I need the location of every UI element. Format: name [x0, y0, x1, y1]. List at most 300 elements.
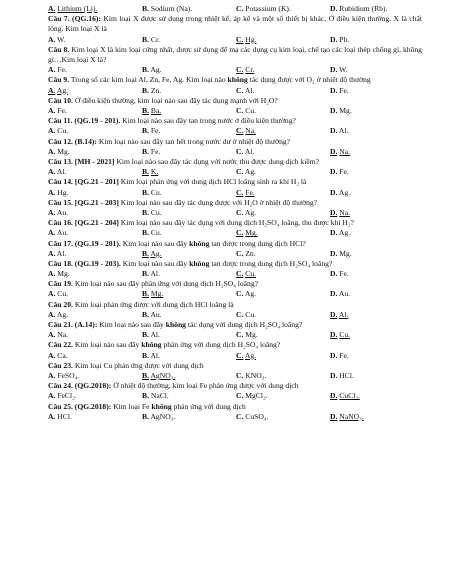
option-b — [142, 126, 236, 136]
option-text: Mg. — [150, 289, 164, 299]
option-text: Ag. — [150, 248, 162, 258]
option-letter: D. — [330, 228, 338, 238]
option-text: Cr. — [150, 34, 160, 44]
option-text: Fe. — [339, 167, 349, 177]
question-text: Kim loại nào sau đây phản ứng với dung dịch H₂SO₄ loãng? — [74, 279, 259, 289]
option-text: Al. — [150, 330, 160, 340]
option-a — [48, 208, 142, 218]
option-d — [330, 35, 424, 45]
option-text: NaCl. — [150, 391, 169, 401]
option-letter: B. — [142, 105, 149, 115]
option-d — [330, 65, 424, 75]
answer-options — [48, 147, 422, 157]
option-d — [330, 249, 424, 259]
option-a — [48, 86, 142, 96]
option-c — [236, 106, 330, 116]
question-stem — [48, 320, 422, 330]
option-b — [142, 188, 236, 198]
option-c — [236, 126, 330, 136]
option-a — [48, 330, 142, 340]
option-b — [142, 310, 236, 320]
option-text: Mg. — [339, 105, 352, 115]
question-text: Kim loại nào sau đây tác dụng với nước thu được dung dịch kiềm? — [116, 156, 320, 166]
question-label: Câu 25. (QG.2018): — [48, 401, 112, 411]
option-letter: B. — [142, 371, 149, 381]
option-letter: B. — [142, 350, 149, 360]
question-stem — [48, 157, 422, 167]
answer-options — [48, 208, 422, 218]
option-letter: D. — [330, 105, 338, 115]
question-text: Kim loại nào sau đây tác dụng được với H₂O ở nhiệt độ thường? — [120, 197, 318, 207]
question-label: Câu 11. (QG.19 - 201). — [48, 116, 121, 126]
question-label: Câu 17. (QG.19 - 201). — [48, 238, 121, 248]
option-text: Al. — [244, 85, 255, 95]
option-text: KNO₃. — [245, 371, 267, 381]
option-text: Fe. — [57, 65, 67, 75]
answer-options — [48, 351, 422, 361]
option-letter: B. — [142, 411, 149, 421]
option-text: Mg. — [57, 146, 70, 156]
answer-options — [48, 391, 422, 401]
option-letter: D. — [330, 187, 338, 197]
option-a — [48, 65, 142, 75]
option-letter: D. — [330, 167, 338, 177]
option-letter: C. — [236, 85, 244, 95]
option-c — [236, 371, 330, 381]
answer-options — [48, 35, 422, 45]
option-letter: A. — [48, 269, 56, 279]
option-text: Al. — [150, 350, 160, 360]
option-letter: D. — [330, 4, 338, 13]
option-d — [330, 86, 424, 96]
option-text: Cu. — [245, 105, 257, 115]
option-text: W. — [57, 34, 66, 44]
option-a — [48, 167, 142, 177]
option-text: NaNO₃. — [339, 411, 364, 421]
option-text: Mg. — [339, 248, 352, 258]
option-text: Au. — [56, 228, 69, 238]
question-text: Ở điều kiện thường, kim loại nào sau đây tác dụng mạnh với H₂O? — [74, 95, 278, 105]
option-text: Lithium (Li). — [57, 4, 98, 13]
option-text: Na. — [57, 330, 69, 340]
question-text: Kim loại nào sau đây tan hết trong nước dư ở nhiệt độ thường? — [98, 136, 291, 146]
question-text: Kim loại nào sau đây tác dụng với dung dịch H₂SO₄ loãng, thu được khí H₂? — [120, 218, 354, 228]
option-a — [48, 391, 142, 401]
question-label: Câu 24. (QG.2018): — [48, 381, 112, 391]
question-stem — [48, 300, 422, 310]
option-text: Cu. — [150, 187, 162, 197]
option-letter: D. — [330, 207, 338, 217]
question-label: Câu 20. — [48, 299, 73, 309]
question-block — [48, 116, 422, 136]
question-emphasis: không — [141, 340, 162, 350]
option-text: Zn. — [150, 85, 162, 95]
question-label: Câu 15. [QG.21 - 203] — [48, 197, 119, 207]
question-block — [48, 300, 422, 320]
question-stem — [48, 14, 422, 34]
option-text: Potassium (K). — [245, 4, 291, 13]
option-b — [142, 147, 236, 157]
answer-options — [48, 249, 422, 259]
option-c — [236, 330, 330, 340]
option-text: Al. — [338, 309, 349, 319]
option-b — [142, 208, 236, 218]
option-letter: A. — [48, 248, 56, 258]
question-block — [48, 157, 422, 177]
option-letter: C. — [236, 269, 244, 279]
option-letter: B. — [142, 146, 149, 156]
question-block — [48, 198, 422, 218]
option-letter: B. — [142, 228, 149, 238]
option-d — [330, 4, 424, 14]
question-text: phản ứng với dung dịch — [173, 401, 246, 411]
option-c — [236, 4, 330, 14]
option-d — [330, 412, 424, 422]
option-letter: B. — [142, 391, 149, 401]
option-a — [48, 371, 142, 381]
question-text: Kim loại X được sử dụng trong nhiệt kế, áp kế và một số thiết bị khác. Ở điều kiện thường, X là chất lỏng. Kim loại X là — [48, 14, 422, 34]
option-b — [142, 249, 236, 259]
option-b — [142, 65, 236, 75]
option-c — [236, 35, 330, 45]
question-label: Câu 18. (QG.19 - 203). — [48, 258, 121, 268]
option-text: Al. — [56, 248, 67, 258]
option-a — [48, 106, 142, 116]
option-letter: A. — [48, 105, 56, 115]
option-a — [48, 147, 142, 157]
option-c — [236, 147, 330, 157]
question-block — [48, 402, 422, 422]
option-text: Ag. — [56, 309, 69, 319]
option-d — [330, 391, 424, 401]
option-text: Hg. — [57, 187, 69, 197]
answer-options — [48, 126, 422, 136]
question-block — [48, 259, 422, 279]
option-b — [142, 351, 236, 361]
option-letter: D. — [330, 65, 338, 75]
option-b — [142, 167, 236, 177]
option-letter: B. — [142, 167, 149, 177]
question-6-options — [48, 4, 422, 14]
option-text: Au. — [338, 289, 351, 299]
option-d — [330, 269, 424, 279]
option-b — [142, 106, 236, 116]
option-text: Al. — [150, 269, 160, 279]
option-a — [48, 269, 142, 279]
option-letter: C. — [236, 167, 244, 177]
question-block — [48, 279, 422, 299]
option-b — [142, 289, 236, 299]
option-letter: A. — [48, 4, 56, 13]
option-letter: A. — [48, 85, 56, 95]
option-d — [330, 351, 424, 361]
option-b — [142, 86, 236, 96]
question-label: Câu 12. (B.14): — [48, 136, 97, 146]
option-letter: D. — [330, 126, 338, 136]
option-d — [330, 228, 424, 238]
option-letter: A. — [48, 65, 56, 75]
question-emphasis: không — [189, 258, 210, 268]
option-d — [330, 208, 424, 218]
option-a — [48, 351, 142, 361]
option-text: Ca. — [57, 350, 68, 360]
option-c — [236, 228, 330, 238]
question-stem — [48, 177, 422, 187]
option-letter: B. — [142, 289, 149, 299]
question-block — [48, 14, 422, 45]
option-letter: D. — [330, 85, 338, 95]
option-text: Au. — [56, 207, 69, 217]
option-letter: A. — [48, 391, 56, 401]
option-text: Cu. — [245, 309, 257, 319]
question-label: Câu 21. (A.14): — [48, 320, 98, 330]
option-text: Hg. — [245, 34, 257, 44]
option-a — [48, 310, 142, 320]
option-text: Al. — [338, 126, 349, 136]
option-letter: B. — [142, 85, 149, 95]
answer-options — [48, 310, 422, 320]
option-text: Mg. — [245, 330, 258, 340]
option-text: Al. — [56, 167, 67, 177]
question-label: Câu 13. [MH - 2021] — [48, 156, 115, 166]
option-letter: A. — [48, 350, 56, 360]
option-letter: D. — [330, 411, 338, 421]
option-a — [48, 249, 142, 259]
option-text: Fe. — [57, 105, 67, 115]
option-letter: C. — [236, 105, 244, 115]
question-block — [48, 75, 422, 95]
option-text: Fe. — [150, 146, 161, 156]
option-c — [236, 167, 330, 177]
question-emphasis: không — [227, 75, 248, 85]
question-text: Kim loại phản ứng với dung dịch HCl loãng sinh ra khí H₂ là — [120, 177, 307, 187]
question-block — [48, 320, 422, 340]
answer-options — [48, 188, 422, 198]
question-text-before: Trong số các kim loại Al, Zn, Fe, Ag. Kim loại nào — [70, 75, 226, 85]
question-text: Kim loại nào sau đây tan trong nước ở điều kiện thường? — [122, 116, 296, 126]
option-text: Cu. — [150, 207, 162, 217]
option-letter: C. — [236, 391, 244, 401]
option-letter: A. — [48, 34, 56, 44]
question-label: Câu 10. — [48, 95, 73, 105]
option-letter: A. — [48, 167, 56, 177]
option-c — [236, 269, 330, 279]
option-text: HCl. — [57, 411, 72, 421]
option-letter: A. — [48, 207, 56, 217]
option-text: Ba. — [150, 105, 162, 115]
question-stem — [48, 137, 422, 147]
question-text: tan được trong dung dịch H₂SO₄ loãng? — [211, 258, 333, 268]
option-c — [236, 86, 330, 96]
option-text: Ag. — [244, 289, 257, 299]
question-text: Kim loại phản ứng được với dung dịch HCl loãng là — [74, 299, 234, 309]
question-block — [48, 361, 422, 381]
option-letter: C. — [236, 187, 244, 197]
option-d — [330, 371, 424, 381]
option-letter: C. — [236, 126, 244, 136]
option-text: CuCl₂. — [339, 391, 360, 401]
answer-options — [48, 269, 422, 279]
question-block — [48, 239, 422, 259]
question-stem — [48, 279, 422, 289]
question-stem — [48, 361, 422, 371]
option-d — [330, 106, 424, 116]
option-text: Fe. — [339, 350, 349, 360]
option-letter: C. — [236, 350, 244, 360]
option-text: Au. — [150, 309, 162, 319]
option-a — [48, 35, 142, 45]
option-text: FeCl₂. — [57, 391, 77, 401]
option-letter: A. — [48, 309, 56, 319]
answer-options — [48, 228, 422, 238]
option-b — [142, 391, 236, 401]
option-letter: B. — [142, 309, 149, 319]
question-text-before: Kim loại nào sau đây — [99, 320, 164, 330]
option-a — [48, 188, 142, 198]
option-letter: D. — [330, 289, 338, 299]
option-text: AgNO₃. — [150, 411, 176, 421]
question-stem — [48, 218, 422, 228]
question-label: Câu 19. — [48, 279, 73, 289]
option-letter: A. — [48, 411, 56, 421]
option-text: Ag. — [338, 228, 351, 238]
option-c — [236, 188, 330, 198]
option-letter: B. — [142, 207, 149, 217]
option-text: Na. — [339, 146, 351, 156]
option-text: Mg. — [245, 228, 258, 238]
option-letter: A. — [48, 330, 56, 340]
option-text: MgCl₂. — [245, 391, 268, 401]
question-block — [48, 340, 422, 360]
option-letter: C. — [236, 228, 244, 238]
option-letter: B. — [142, 248, 149, 258]
question-stem — [48, 381, 422, 391]
option-text: Cu. — [57, 126, 69, 136]
question-block — [48, 218, 422, 238]
option-text: HCl. — [339, 371, 354, 381]
question-emphasis: không — [151, 401, 172, 411]
option-a — [48, 4, 142, 14]
question-label: Câu 22. — [48, 340, 73, 350]
question-stem — [48, 402, 422, 412]
option-text: Fe. — [245, 187, 255, 197]
option-c — [236, 412, 330, 422]
question-stem — [48, 259, 422, 269]
question-text: Kim loại X là kim loại cứng nhất, được sử dụng để mạ các dụng cụ kim loại, chế tạo các loại thép chống gỉ, không gỉ…Kim loại X là? — [48, 44, 422, 64]
question-list — [48, 14, 422, 422]
option-c — [236, 351, 330, 361]
option-letter: D. — [330, 330, 338, 340]
question-stem — [48, 45, 422, 65]
option-text: Ag. — [244, 350, 257, 360]
option-text: Cu. — [150, 228, 162, 238]
question-text-before: Kim loại Fe — [113, 401, 150, 411]
question-text: tác dụng được với O₂ ở nhiệt độ thường — [249, 75, 371, 85]
option-text: K. — [150, 167, 159, 177]
option-c — [236, 310, 330, 320]
option-letter: A. — [48, 289, 56, 299]
option-letter: D. — [330, 350, 338, 360]
question-label: Câu 8. — [48, 44, 70, 54]
question-block — [48, 177, 422, 197]
option-text: Cr. — [245, 65, 255, 75]
answer-options — [48, 412, 422, 422]
answer-options — [48, 106, 422, 116]
option-letter: C. — [236, 289, 244, 299]
option-text: FeSO₄. — [57, 371, 80, 381]
question-stem — [48, 340, 422, 350]
option-a — [48, 289, 142, 299]
option-b — [142, 412, 236, 422]
option-c — [236, 65, 330, 75]
answer-options — [48, 371, 422, 381]
option-c — [236, 289, 330, 299]
option-d — [330, 126, 424, 136]
option-d — [330, 310, 424, 320]
option-text: Ag. — [244, 207, 257, 217]
option-text: Cu. — [339, 330, 351, 340]
option-text: W. — [339, 65, 348, 75]
question-label: Câu 16. [QG.21 - 204] — [48, 218, 119, 228]
option-c — [236, 391, 330, 401]
question-block — [48, 96, 422, 116]
question-stem — [48, 116, 422, 126]
option-letter: C. — [236, 330, 244, 340]
question-text-before: Kim loại nào sau đây — [122, 238, 188, 248]
option-b — [142, 4, 236, 14]
option-letter: C. — [236, 207, 244, 217]
option-text: Mg. — [57, 269, 70, 279]
option-letter: A. — [48, 146, 56, 156]
question-label: Câu 9. — [48, 75, 70, 85]
option-text: Al. — [244, 146, 255, 156]
answer-options — [48, 330, 422, 340]
option-letter: D. — [330, 248, 338, 258]
option-letter: B. — [142, 126, 149, 136]
question-text-before: Kim loại nào sau đây — [122, 258, 188, 268]
question-text: tác dụng với dung dịch H₂SO₄ loãng? — [187, 320, 303, 330]
option-letter: B. — [142, 330, 149, 340]
question-text: Ở nhiệt độ thường, kim loại Fe phản ứng được với dung dịch — [113, 381, 299, 391]
option-b — [142, 330, 236, 340]
option-letter: A. — [48, 228, 56, 238]
option-letter: C. — [236, 34, 244, 44]
option-letter: C. — [236, 146, 244, 156]
answer-options — [48, 289, 422, 299]
option-text: AgNO₃. — [150, 371, 176, 381]
question-stem — [48, 96, 422, 106]
option-b — [142, 35, 236, 45]
option-d — [330, 330, 424, 340]
option-text: Rubidium (Rb). — [339, 4, 388, 13]
answer-options — [48, 167, 422, 177]
question-text-before: Kim loại nào sau đây — [74, 340, 140, 350]
option-d — [330, 188, 424, 198]
option-b — [142, 371, 236, 381]
option-c — [236, 208, 330, 218]
option-letter: C. — [236, 65, 244, 75]
option-letter: C. — [236, 309, 244, 319]
option-letter: B. — [142, 269, 149, 279]
question-label: Câu 23. — [48, 360, 73, 370]
option-text: Sodium (Na). — [150, 4, 193, 13]
option-letter: A. — [48, 187, 56, 197]
answer-options — [48, 65, 422, 75]
option-a — [48, 412, 142, 422]
option-letter: A. — [48, 371, 56, 381]
question-block — [48, 381, 422, 401]
option-letter: C. — [236, 411, 244, 421]
